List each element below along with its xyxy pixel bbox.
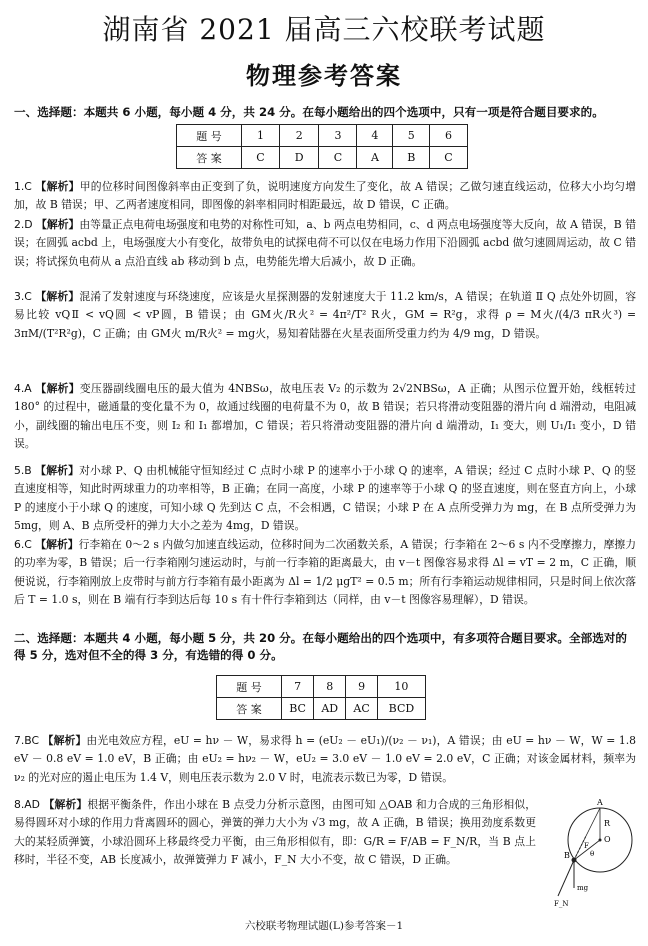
table-cell: 答 案 — [177, 147, 242, 169]
explanation-tag: 【解析】 — [35, 180, 80, 193]
section1-answer-table — [176, 124, 468, 169]
explanation-tag: 【解析】 — [35, 382, 80, 395]
explanation-2 — [14, 216, 636, 271]
center-o — [599, 839, 602, 842]
explanation-6 — [14, 536, 636, 610]
table-cell: A — [357, 147, 393, 169]
table-cell: 1 — [242, 125, 280, 147]
table-row — [217, 676, 426, 698]
table-cell: BCD — [377, 698, 425, 720]
explanation-tag: 【解析】 — [43, 798, 88, 811]
explanation-tag: 【解析】 — [35, 464, 80, 477]
table-cell: AC — [346, 698, 378, 720]
label-o: O — [604, 835, 611, 844]
table-cell: 题 号 — [217, 676, 282, 698]
explanation-number: 2.D — [14, 218, 33, 231]
table-cell: C — [242, 147, 280, 169]
explanation-number: 7.BC — [14, 734, 40, 747]
table-cell: B — [393, 147, 430, 169]
table-cell: 9 — [346, 676, 378, 698]
ball-b — [572, 858, 577, 863]
explanation-number: 5.B — [14, 464, 32, 477]
table-cell: C — [319, 147, 357, 169]
table-row — [177, 125, 468, 147]
table-cell: 3 — [319, 125, 357, 147]
explanation-text: 甲的位移时间图像斜率由正变到了负，说明速度方向发生了变化，故 A 错误；乙做匀速直线运动，位移大小均匀增加，故 B 错误；甲、乙两者速度相同，即图像的斜率相同时相距最远，故 D 错误，C 正确。 — [14, 180, 636, 212]
section2-answer-table — [216, 675, 426, 720]
label-r: R — [604, 819, 611, 828]
explanation-3 — [14, 288, 636, 343]
explanation-7 — [14, 732, 636, 787]
explanation-tag: 【解析】 — [36, 218, 80, 231]
table-cell: 6 — [430, 125, 468, 147]
explanation-text: 由光电效应方程，eU = hν － W，易求得 h = (eU₂ － eU₁)/(ν₂ － ν₁)，A 错误；由 eU = hν － W，W = 1.8 eV － 0.8 eV = 1.0 eV，B 正确；由 eU₂ = hν₂ － W，eU₂ = 3.0 eV － 1.0 eV = 2.0 eV，C 正确；对该金属材料，频率为 ν₂ 的光对应的遏止电压为 1.4 V，则电压表示数为 2.0 V 时，电流表示数已为零，D 错误。 — [14, 734, 637, 784]
table-cell: 7 — [282, 676, 314, 698]
page-subtitle: 物理参考答案 — [246, 62, 402, 90]
label-f: F — [584, 842, 589, 850]
explanation-number: 1.C — [14, 180, 32, 193]
explanation-text: 行李箱在 0～2 s 内做匀加速直线运动，位移时间为二次函数关系，A 错误；行李箱在 2～6 s 内不受摩擦力，摩擦力的功率为零，B 错误；后一行李箱刚匀速运动时，与前一行李箱的距离最大，由 v－t 图像容易求得 Δl = vT = 2 m，C 正确，顺便说说，行李箱刚放上皮带时与前方行李箱有最小距离为 Δl = 1/2 μgT² = 0.5 m；所有行李箱运动规律相同，只是时间上依次落后 T = 1.0 s，则在 B 端有行李到达后每 10 s 有十件行李箱到达（同样，由 v－t 图像容易理解），D 错误。 — [14, 538, 636, 607]
explanation-5 — [14, 462, 636, 536]
table-cell: 10 — [377, 676, 425, 698]
table-cell: 8 — [314, 676, 346, 698]
label-b: B — [564, 851, 570, 860]
explanation-8 — [14, 796, 536, 870]
section2-heading: 二、选择题：本题共 4 小题，每小题 5 分，共 20 分。在每小题给出的四个选项中，有多项符合题目要求。全部选对的得 5 分，选对但不全的得 3 分，有选错的得 0 分。 — [14, 631, 627, 662]
table-cell: 答 案 — [217, 698, 282, 720]
explanation-number: 6.C — [14, 538, 32, 551]
explanation-text: 根据平衡条件，作出小球在 B 点受力分析示意图，由图可知 △OAB 和力合成的三角形相似，易得圆环对小球的作用力背离圆环的圆心，弹簧的弹力大小为 √3 mg，故 A 正确，B 错误；换用劲度系数更大的某轻质弹簧，小球沿圆环上移最终受力平衡，由三角形相似有，即：G/R = F/AB = F_N/R，当 B 点上移时，半径不变，AB 长度减小，故弹簧弹力 F 减小，F_N 大小不变，故 C 错误，D 正确。 — [14, 798, 537, 867]
label-theta: θ — [590, 850, 595, 858]
label-fn: F_N — [554, 900, 569, 908]
explanation-text: 对小球 P、Q 由机械能守恒知经过 C 点时小球 P 的速率小于小球 Q 的速率，A 错误；经过 C 点时小球 P、Q 的竖直速度相等，知此时两球重力的功率相等，B 正确；在同一高度，小球 P 的速率等于小球 Q 的竖直速度，则在竖直方向上，小球 P 的速度小于小球 Q 的速度，可知小球 Q 先到达 C 点，不会相遇，C 错误；小球 P 在 A 点所受弹力为 mg，在 B 点所受弹力为 5mg，则 A、B 点所受杆的弹力大小之差为 4mg，D 错误。 — [14, 464, 636, 533]
explanation-text: 混淆了发射速度与环绕速度，应该是火星探测器的发射速度大于 11.2 km/s，A 错误；在轨道 Ⅱ Q 点处外切圆，容易比较 vQⅡ < vQ圆 < vP圆，B 错误；由 GM火/R火² = 4π²/T² R火，GM = R²g，求得 ρ = M火/(4/3 πR火³) = 3πM/(T²R²g)，C 正确；由 GM火 m/R火² = mg火，易知着陆器在火星表面所受重力约为 4/9 mg，D 错误。 — [14, 290, 636, 340]
page-footer: 六校联考物理试题(L)参考答案－1 — [244, 920, 404, 932]
page-title: 湖南省 2021 届高三六校联考试题 — [102, 13, 546, 46]
table-cell: BC — [282, 698, 314, 720]
table-cell: AD — [314, 698, 346, 720]
table-cell: 2 — [279, 125, 319, 147]
table-cell: 4 — [357, 125, 393, 147]
explanation-tag: 【解析】 — [42, 734, 87, 747]
table-cell: 5 — [393, 125, 430, 147]
explanation-tag: 【解析】 — [35, 290, 80, 303]
explanation-text: 由等量正点电荷电场强度和电势的对称性可知，a、b 两点电势相同，c、d 两点电场强度等大反向，故 A 错误，B 错误；在圆弧 acbd 上，电场强度大小有变化，故带负电的试探电荷不可以仅在电场力作用下沿圆弧 acbd 做匀速圆周运动，故 C 错误；将试探负电荷从 a 点沿直线 ab 移动到 b 点，电势能先增大后减小，故 D 正确。 — [14, 218, 636, 268]
explanation-number: 8.AD — [14, 798, 41, 811]
explanation-text: 变压器副线圈电压的最大值为 4NBSω，故电压表 V₂ 的示数为 2√2NBSω，A 正确；从图示位置开始，线框转过 180° 的过程中，磁通量的变化量不为 0，故通过线圈的电荷量不为 0，故 B 错误；若只将滑动变阻器的滑片向 d 端滑动，电阻减小，副线圈的输出电压不变，则 I₂ 和 I₁ 都增加，C 错误；若只将滑动变阻器的滑片向 d 端滑动，I₁ 变大，则 U₁/I₁ 变小，D 错误。 — [14, 382, 637, 451]
force-diagram — [544, 796, 640, 908]
table-row — [217, 698, 426, 720]
normal-force-arrow — [558, 860, 574, 896]
table-row — [177, 147, 468, 169]
section1-heading: 一、选择题：本题共 6 小题，每小题 4 分，共 24 分。在每小题给出的四个选项中，只有一项是符合题目要求的。 — [14, 105, 604, 119]
explanation-4 — [14, 380, 636, 454]
explanation-tag: 【解析】 — [35, 538, 79, 551]
label-a: A — [597, 798, 603, 807]
table-cell: 题 号 — [177, 125, 242, 147]
explanation-number: 4.A — [14, 382, 32, 395]
table-cell: C — [430, 147, 468, 169]
explanation-1 — [14, 178, 636, 215]
table-cell: D — [279, 147, 319, 169]
explanation-number: 3.C — [14, 290, 32, 303]
label-mg: mg — [577, 884, 589, 892]
